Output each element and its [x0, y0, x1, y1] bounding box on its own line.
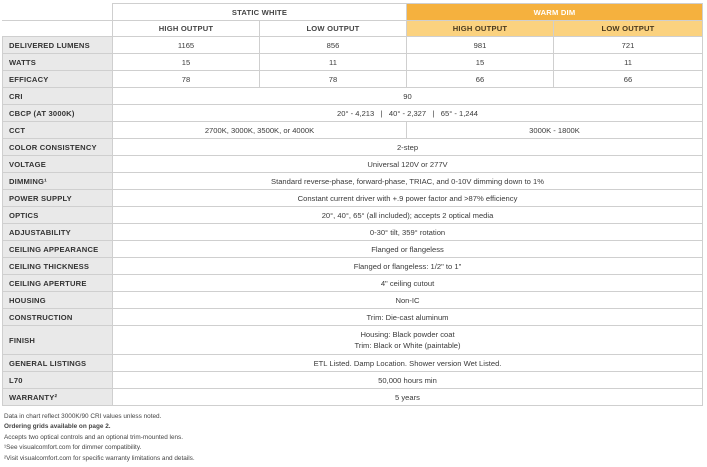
row-color-consistency: [3, 139, 703, 156]
cell-value-warm: 3000K - 1800K: [407, 122, 703, 139]
row-watts: [3, 54, 703, 71]
cell-value-static: 2700K, 3000K, 3500K, or 4000K: [113, 122, 407, 139]
header-group-row: [3, 4, 703, 21]
row-cri: [3, 88, 703, 105]
static-low-output-header: LOW OUTPUT: [260, 21, 407, 37]
cell-value: 4" ceiling cutout: [113, 275, 703, 292]
row-optics: [3, 207, 703, 224]
row-label: WARRANTY²: [3, 389, 113, 406]
footnote-ordering-grids: Ordering grids available on page 2.: [4, 423, 111, 431]
finish-trim-text: Trim: Black or White (paintable): [354, 341, 461, 350]
row-label: CONSTRUCTION: [3, 309, 113, 326]
cell-value: 2-step: [113, 139, 703, 156]
row-ceiling-aperture: [3, 275, 703, 292]
row-label: L70: [3, 372, 113, 389]
cell-value: Non-IC: [113, 292, 703, 309]
cell-value: [113, 326, 703, 355]
static-white-header: STATIC WHITE: [113, 4, 407, 21]
cell-value: 981: [407, 37, 554, 54]
row-label: DIMMING¹: [3, 173, 113, 190]
warm-low-output-header: LOW OUTPUT: [554, 21, 703, 37]
cell-value: Flanged or flangeless: 1/2" to 1": [113, 258, 703, 275]
spec-table: [2, 3, 703, 406]
row-label: WATTS: [3, 54, 113, 71]
cell-value: 721: [554, 37, 703, 54]
row-label: CEILING APPEARANCE: [3, 241, 113, 258]
row-cbcp: [3, 105, 703, 122]
row-label: HOUSING: [3, 292, 113, 309]
cell-value: 20° - 4,213 | 40° - 2,327 | 65° - 1,244: [113, 105, 703, 122]
row-voltage: [3, 156, 703, 173]
row-label: CEILING APERTURE: [3, 275, 113, 292]
cell-value: Constant current driver with +.9 power factor and >87% efficiency: [113, 190, 703, 207]
row-dimming: [3, 173, 703, 190]
cell-value: 15: [113, 54, 260, 71]
row-label: CEILING THICKNESS: [3, 258, 113, 275]
row-label: POWER SUPPLY: [3, 190, 113, 207]
row-delivered-lumens: [3, 37, 703, 54]
cell-value: Universal 120V or 277V: [113, 156, 703, 173]
cell-value: Flanged or flangeless: [113, 241, 703, 258]
cell-value: 11: [554, 54, 703, 71]
row-adjustability: [3, 224, 703, 241]
header-corner: [3, 4, 113, 21]
cell-value: 50,000 hours min: [113, 372, 703, 389]
footnote-optical-controls: Accepts two optical controls and an optional trim-mounted lens.: [4, 433, 184, 441]
warm-high-output-header: HIGH OUTPUT: [407, 21, 554, 37]
row-efficacy: [3, 71, 703, 88]
cell-value: 1165: [113, 37, 260, 54]
row-ceiling-appearance: [3, 241, 703, 258]
row-label: COLOR CONSISTENCY: [3, 139, 113, 156]
row-warranty: [3, 389, 703, 406]
cell-value: 20°, 40°, 65° (all included); accepts 2 optical media: [113, 207, 703, 224]
cell-value: 78: [113, 71, 260, 88]
row-label: CBCP (AT 3000K): [3, 105, 113, 122]
cell-value: 78: [260, 71, 407, 88]
row-label: FINISH: [3, 326, 113, 355]
cell-value: Standard reverse-phase, forward-phase, TRIAC, and 0-10V dimming down to 1%: [113, 173, 703, 190]
cell-value: 66: [554, 71, 703, 88]
header-corner-sub: [3, 21, 113, 37]
row-label: OPTICS: [3, 207, 113, 224]
cell-value: 856: [260, 37, 407, 54]
footnote-dimmer-compatibility: ¹See visualcomfort.com for dimmer compatibility.: [4, 444, 142, 452]
row-label: ADJUSTABILITY: [3, 224, 113, 241]
row-construction: [3, 309, 703, 326]
row-label: CRI: [3, 88, 113, 105]
static-high-output-header: HIGH OUTPUT: [113, 21, 260, 37]
cell-value: 15: [407, 54, 554, 71]
row-label: GENERAL LISTINGS: [3, 355, 113, 372]
row-label: CCT: [3, 122, 113, 139]
row-general-listings: [3, 355, 703, 372]
cell-value: 0-30° tilt, 359° rotation: [113, 224, 703, 241]
cell-value: 90: [113, 88, 703, 105]
footnote-warranty: ²Visit visualcomfort.com for specific warranty limitations and details.: [4, 454, 195, 462]
cell-value: 11: [260, 54, 407, 71]
cell-value: 66: [407, 71, 554, 88]
row-housing: [3, 292, 703, 309]
footnotes: [4, 412, 195, 464]
cell-value: Trim: Die-cast aluminum: [113, 309, 703, 326]
row-label: VOLTAGE: [3, 156, 113, 173]
row-power-supply: [3, 190, 703, 207]
row-cct: [3, 122, 703, 139]
cell-value: ETL Listed. Damp Location. Shower version Wet Listed.: [113, 355, 703, 372]
warm-dim-header: WARM DIM: [407, 4, 703, 21]
row-l70: [3, 372, 703, 389]
row-ceiling-thickness: [3, 258, 703, 275]
header-sub-row: [3, 21, 703, 37]
finish-housing-text: Housing: Black powder coat: [360, 330, 455, 339]
row-label: EFFICACY: [3, 71, 113, 88]
cell-value: 5 years: [113, 389, 703, 406]
footnote-data-note: Data in chart reflect 3000K/90 CRI values unless noted.: [4, 413, 162, 420]
row-label: DELIVERED LUMENS: [3, 37, 113, 54]
row-finish: [3, 326, 703, 355]
